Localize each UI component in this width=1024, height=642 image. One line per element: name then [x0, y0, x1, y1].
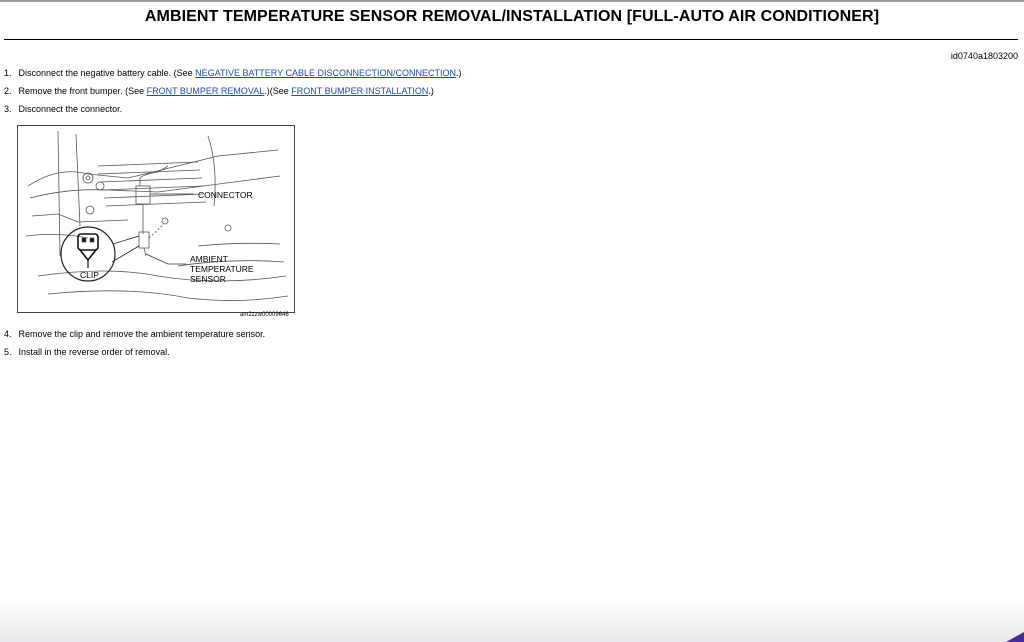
step-text-mid: .)(See	[264, 86, 292, 96]
sensor-label-line-2: TEMPERATURE	[190, 264, 254, 274]
step-1	[4, 68, 462, 78]
step-text-after: .)	[456, 68, 462, 78]
step-text: Remove the front bumper. (See	[18, 86, 147, 96]
step-5	[4, 347, 170, 357]
bottom-fade	[0, 596, 1024, 642]
figure-code: am2zzw00009646	[240, 312, 289, 318]
step-number: 5.	[4, 347, 12, 357]
step-text: Disconnect the negative battery cable. (See	[18, 68, 196, 78]
connector-label: CONNECTOR	[198, 190, 253, 200]
page-title: AMBIENT TEMPERATURE SENSOR REMOVAL/INSTALLATION [FULL-AUTO AIR CONDITIONER]	[144, 8, 880, 25]
step-4	[4, 329, 265, 339]
corner-accent	[1006, 632, 1024, 642]
title-divider	[4, 39, 1018, 40]
link-negative-battery-cable[interactable]: NEGATIVE BATTERY CABLE DISCONNECTION/CONNECTION	[195, 68, 456, 78]
step-text: Remove the clip and remove the ambient temperature sensor.	[18, 329, 266, 339]
link-front-bumper-removal[interactable]: FRONT BUMPER REMOVAL	[146, 86, 265, 96]
sensor-label-line-1: AMBIENT	[190, 254, 228, 264]
step-text: Disconnect the connector.	[18, 104, 123, 114]
step-number: 3.	[4, 104, 12, 114]
sensor-label-line-3: SENSOR	[190, 274, 226, 284]
document-id: id0740a1803200	[950, 51, 1018, 61]
step-number: 1.	[4, 68, 12, 78]
top-border	[0, 0, 1024, 2]
link-front-bumper-installation[interactable]: FRONT BUMPER INSTALLATION	[291, 86, 429, 96]
clip-label: CLIP	[80, 270, 99, 280]
step-number: 2.	[4, 86, 12, 96]
step-2	[4, 86, 434, 96]
sensor-illustration	[17, 125, 295, 313]
step-text-after: .)	[428, 86, 434, 96]
illustration-drawing	[18, 126, 294, 312]
step-text: Install in the reverse order of removal.	[18, 347, 170, 357]
step-3	[4, 104, 122, 114]
step-number: 4.	[4, 329, 12, 339]
